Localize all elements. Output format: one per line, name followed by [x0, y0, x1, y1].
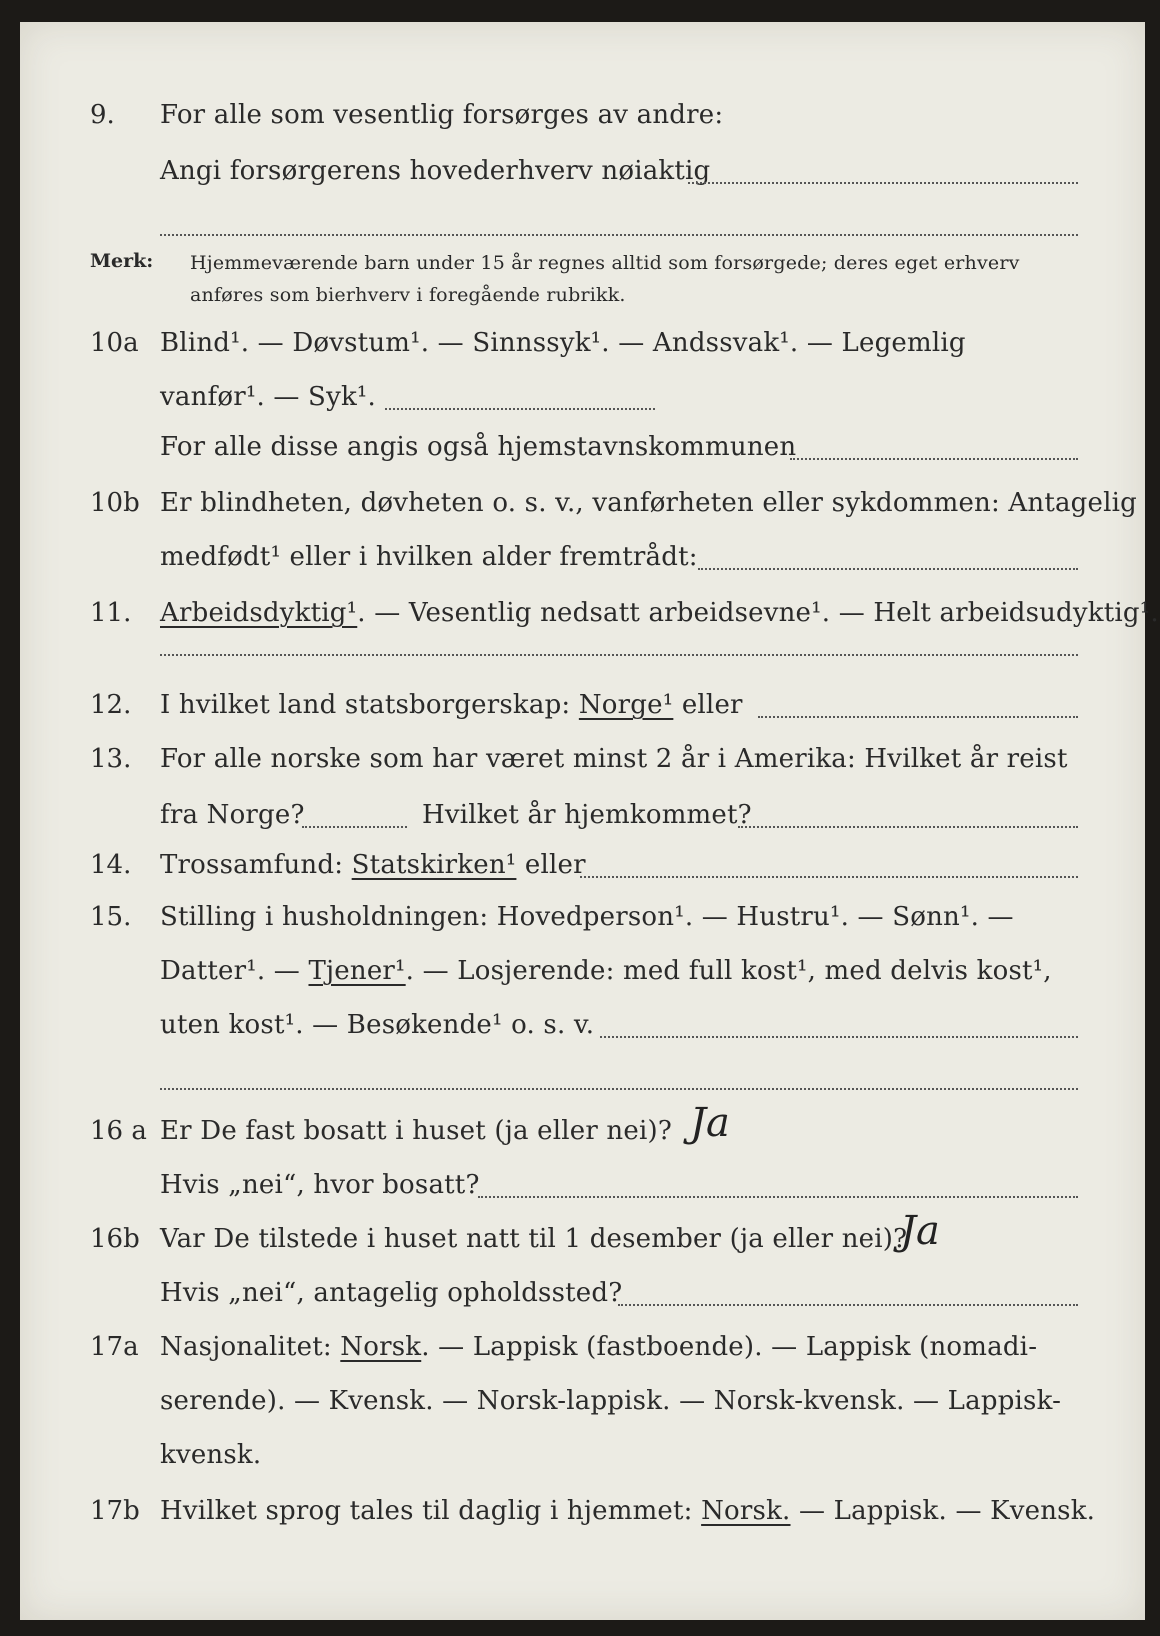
q15-number: 15. [90, 902, 132, 932]
q14-selected-option: Statskirken¹ [351, 850, 517, 880]
q9-number: 9. [90, 100, 115, 130]
q16b-line2: Hvis „nei“, antagelig opholdssted? [160, 1278, 623, 1308]
q10a-line1: Blind¹. — Døvstum¹. — Sinnssyk¹. — Andssvak¹. — Legemlig [160, 328, 966, 358]
q10a-line2: vanfør¹. — Syk¹. [160, 382, 376, 412]
q10b-line2: medfødt¹ eller i hvilken alder fremtrådt: [160, 542, 698, 572]
q17a-line1rest: . — Lappisk (fastboende). — Lappisk (nomadi- [421, 1332, 1038, 1362]
q16a-line2: Hvis „nei“, hvor bosatt? [160, 1170, 480, 1200]
q12-selected-option: Norge¹ [578, 690, 674, 720]
q13-number: 13. [90, 744, 132, 774]
q12-post: eller [673, 690, 743, 720]
q10b-number: 10b [90, 488, 140, 518]
q16b-handwritten-answer: Ja [900, 1208, 940, 1254]
merk-line1: Hjemmeværende barn under 15 år regnes alltid som forsørgede; deres eget erhverv [190, 252, 1020, 274]
q9-answer-field[interactable] [688, 182, 1078, 184]
q17b-selected-option: Norsk. [701, 1496, 791, 1526]
q12-pre: I hvilket land statsborgerskap: [160, 690, 579, 720]
q17a-line2: serende). — Kvensk. — Norsk-lappisk. — Norsk-kvensk. — Lappisk- [160, 1386, 1062, 1416]
census-form-page [20, 22, 1159, 1620]
q17a-number: 17a [90, 1332, 139, 1362]
q15-line2a: Datter¹. — [160, 956, 309, 986]
q17a-line1 [160, 1332, 1037, 1362]
q14-religion-field[interactable] [580, 876, 1078, 878]
q10a-line3: For alle disse angis også hjemstavnskommunen [160, 432, 797, 462]
q9-answer-field-2[interactable] [160, 234, 1078, 236]
q9-line2: Angi forsørgerens hovederhverv nøiaktig [160, 156, 711, 186]
q11-answer-field[interactable] [160, 654, 1078, 656]
q10b-age-field[interactable] [698, 568, 1078, 570]
q13-emigration-year-field[interactable] [302, 826, 407, 828]
q12-country-field[interactable] [758, 716, 1078, 718]
q17b-number: 17b [90, 1496, 140, 1526]
q11-rest: . — Vesentlig nedsatt arbeidsevne¹. — Helt arbeidsudyktig¹. [357, 598, 1159, 628]
q15-status-field-2[interactable] [160, 1088, 1078, 1090]
q16a-handwritten-answer: Ja [690, 1100, 730, 1146]
merk-line2: anføres som bierhverv i foregående rubrikk. [190, 284, 626, 306]
q17b-pre: Hvilket sprog tales til daglig i hjemmet: [160, 1496, 702, 1526]
q11-number: 11. [90, 598, 132, 628]
q10a-number: 10a [90, 328, 139, 358]
q16a-residence-field[interactable] [478, 1196, 1078, 1198]
q15-selected-option: Tjener¹ [308, 956, 406, 986]
q15-line2 [160, 956, 1052, 986]
q11-line [160, 598, 1159, 628]
q17a-line3: kvensk. [160, 1440, 262, 1470]
q15-line1: Stilling i husholdningen: Hovedperson¹. — Hustru¹. — Sønn¹. — [160, 902, 1014, 932]
q15-status-field[interactable] [600, 1036, 1078, 1038]
q12-line [160, 690, 743, 720]
q13-return-year-field[interactable] [738, 826, 1078, 828]
q14-post: eller [516, 850, 586, 880]
q15-line3: uten kost¹. — Besøkende¹ o. s. v. [160, 1010, 595, 1040]
q17b-line [160, 1496, 1095, 1526]
q16a-number: 16 a [90, 1116, 147, 1146]
q16b-number: 16b [90, 1224, 140, 1254]
q13-line2b: Hvilket år hjemkommet? [422, 800, 752, 830]
q13-line1: For alle norske som har været minst 2 år i Amerika: Hvilket år reist [160, 744, 1068, 774]
q16b-location-field[interactable] [618, 1304, 1078, 1306]
merk-label: Merk: [90, 250, 154, 272]
q13-line2a: fra Norge? [160, 800, 305, 830]
q17b-post: — Lappisk. — Kvensk. [790, 1496, 1096, 1526]
q12-number: 12. [90, 690, 132, 720]
q16b-line1: Var De tilstede i huset natt til 1 desember (ja eller nei)? [160, 1224, 908, 1254]
q10b-line1: Er blindheten, døvheten o. s. v., vanførheten eller sykdommen: Antagelig [160, 488, 1137, 518]
q14-number: 14. [90, 850, 132, 880]
q17a-pre: Nasjonalitet: [160, 1332, 341, 1362]
q10a-municipality-field[interactable] [790, 458, 1078, 460]
q15-line2b: . — Losjerende: med full kost¹, med delvis kost¹, [405, 956, 1052, 986]
q11-selected-option: Arbeidsdyktig¹ [160, 598, 358, 628]
q14-line [160, 850, 586, 880]
q9-line1: For alle som vesentlig forsørges av andre: [160, 100, 724, 130]
q17a-selected-option: Norsk [340, 1332, 422, 1362]
q14-pre: Trossamfund: [160, 850, 352, 880]
q10a-sick-field[interactable] [385, 408, 655, 410]
q16a-line1: Er De fast bosatt i huset (ja eller nei)? [160, 1116, 672, 1146]
